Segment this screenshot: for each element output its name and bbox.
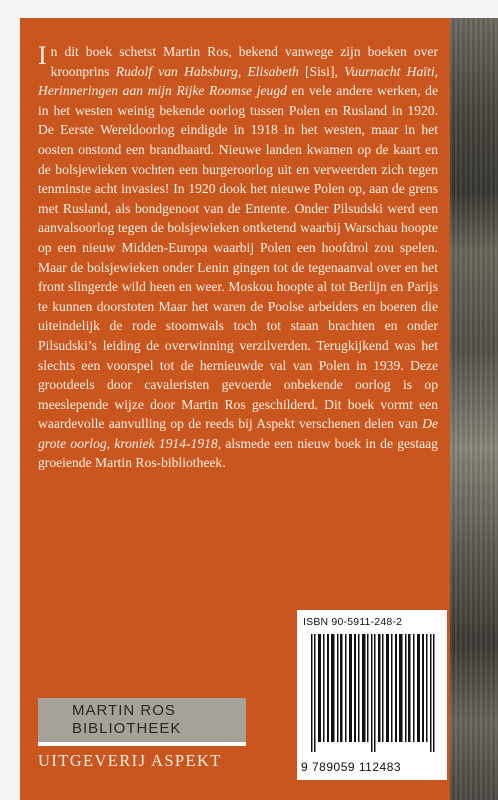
book-title-grote-oorlog: De grote oorlog, kroniek 1914-1918, (38, 416, 438, 451)
series-line-1: MARTIN ROS (72, 702, 176, 719)
blurb-segment: en vele andere werken, de in het westen weinig bekende oorlog tussen Polen en Rusland in 1920. De Eerste Wereldoorlog eindigde in 1918 in het westen, maar in het oosten onstond een brandhaard. Nieuwe landen kwamen op de kaart en de bolsjewieken vochten een burgeroorlog uit en verweerden zich tegen tenminste acht invasies! In 1920 dook het nieuwe Polen op, aan de grens met Rusland, als bondgenoot van de Entente. Onder Pilsudski werd een aanvalsoorlog tegen de bolsjewieken ontketend waarbij Warschau hoopte op een nieuw Midden-Europa waarbij Polen een hoofdrol zou spelen. Maar de bolsjewieken onder Lenin gingen tot de tegenaanval over en het front slingerde wild heen en weer. Moskou hoopte al tot Berlijn en Parijs te kunnen doorstoten Maar het waren de Poolse arbeiders en boeren die uiteindelijk de rode stoomwals toch tot staan brachten en onder Pilsudski’s leiding de overwinning verzilverden. Terugkijkend was het slechts een voorspel tot de hernieuwde val van Polen in 1939. Deze grootdeels door cavaleristen gevoerde onbekende oorlog is op meeslepende wijze door Martin Ros geschilderd. Dit boek vormt een waardevolle aanvulling op de reeds bij Aspekt verschenen delen van (38, 83, 439, 432)
series-logo (38, 698, 246, 742)
blurb-segment: [Sisi], (298, 63, 345, 79)
barcode-icon (309, 634, 439, 752)
barcode-panel (297, 610, 447, 780)
cover-photo-strip (450, 18, 498, 800)
drop-cap: I (38, 41, 47, 70)
divider (38, 742, 246, 746)
blurb-paragraph (38, 42, 438, 473)
barcode-number: 9 789059 112483 (301, 760, 402, 774)
publisher-name: UITGEVERIJ ASPEKT (38, 751, 222, 770)
series-name (72, 702, 181, 738)
isbn-label: ISBN 90-5911-248-2 (303, 616, 403, 628)
blurb-segment: n dit boek schetst Martin Ros, bekend vanwege zijn boeken over kroonprins (50, 44, 438, 79)
blurb-text (38, 42, 438, 473)
blurb-segment: alsmede een nieuw boek in de gestaag groeiende Martin Ros-bibliotheek. (38, 435, 438, 471)
series-line-2: BIBLIOTHEEK (72, 720, 182, 737)
book-titles-haiti: Vuurnacht Haïti, Herinneringen aan mijn Rijke Roomse jeugd (38, 63, 438, 99)
book-title-rudolf: Rudolf van Habsburg, Elisabeth (115, 63, 299, 79)
